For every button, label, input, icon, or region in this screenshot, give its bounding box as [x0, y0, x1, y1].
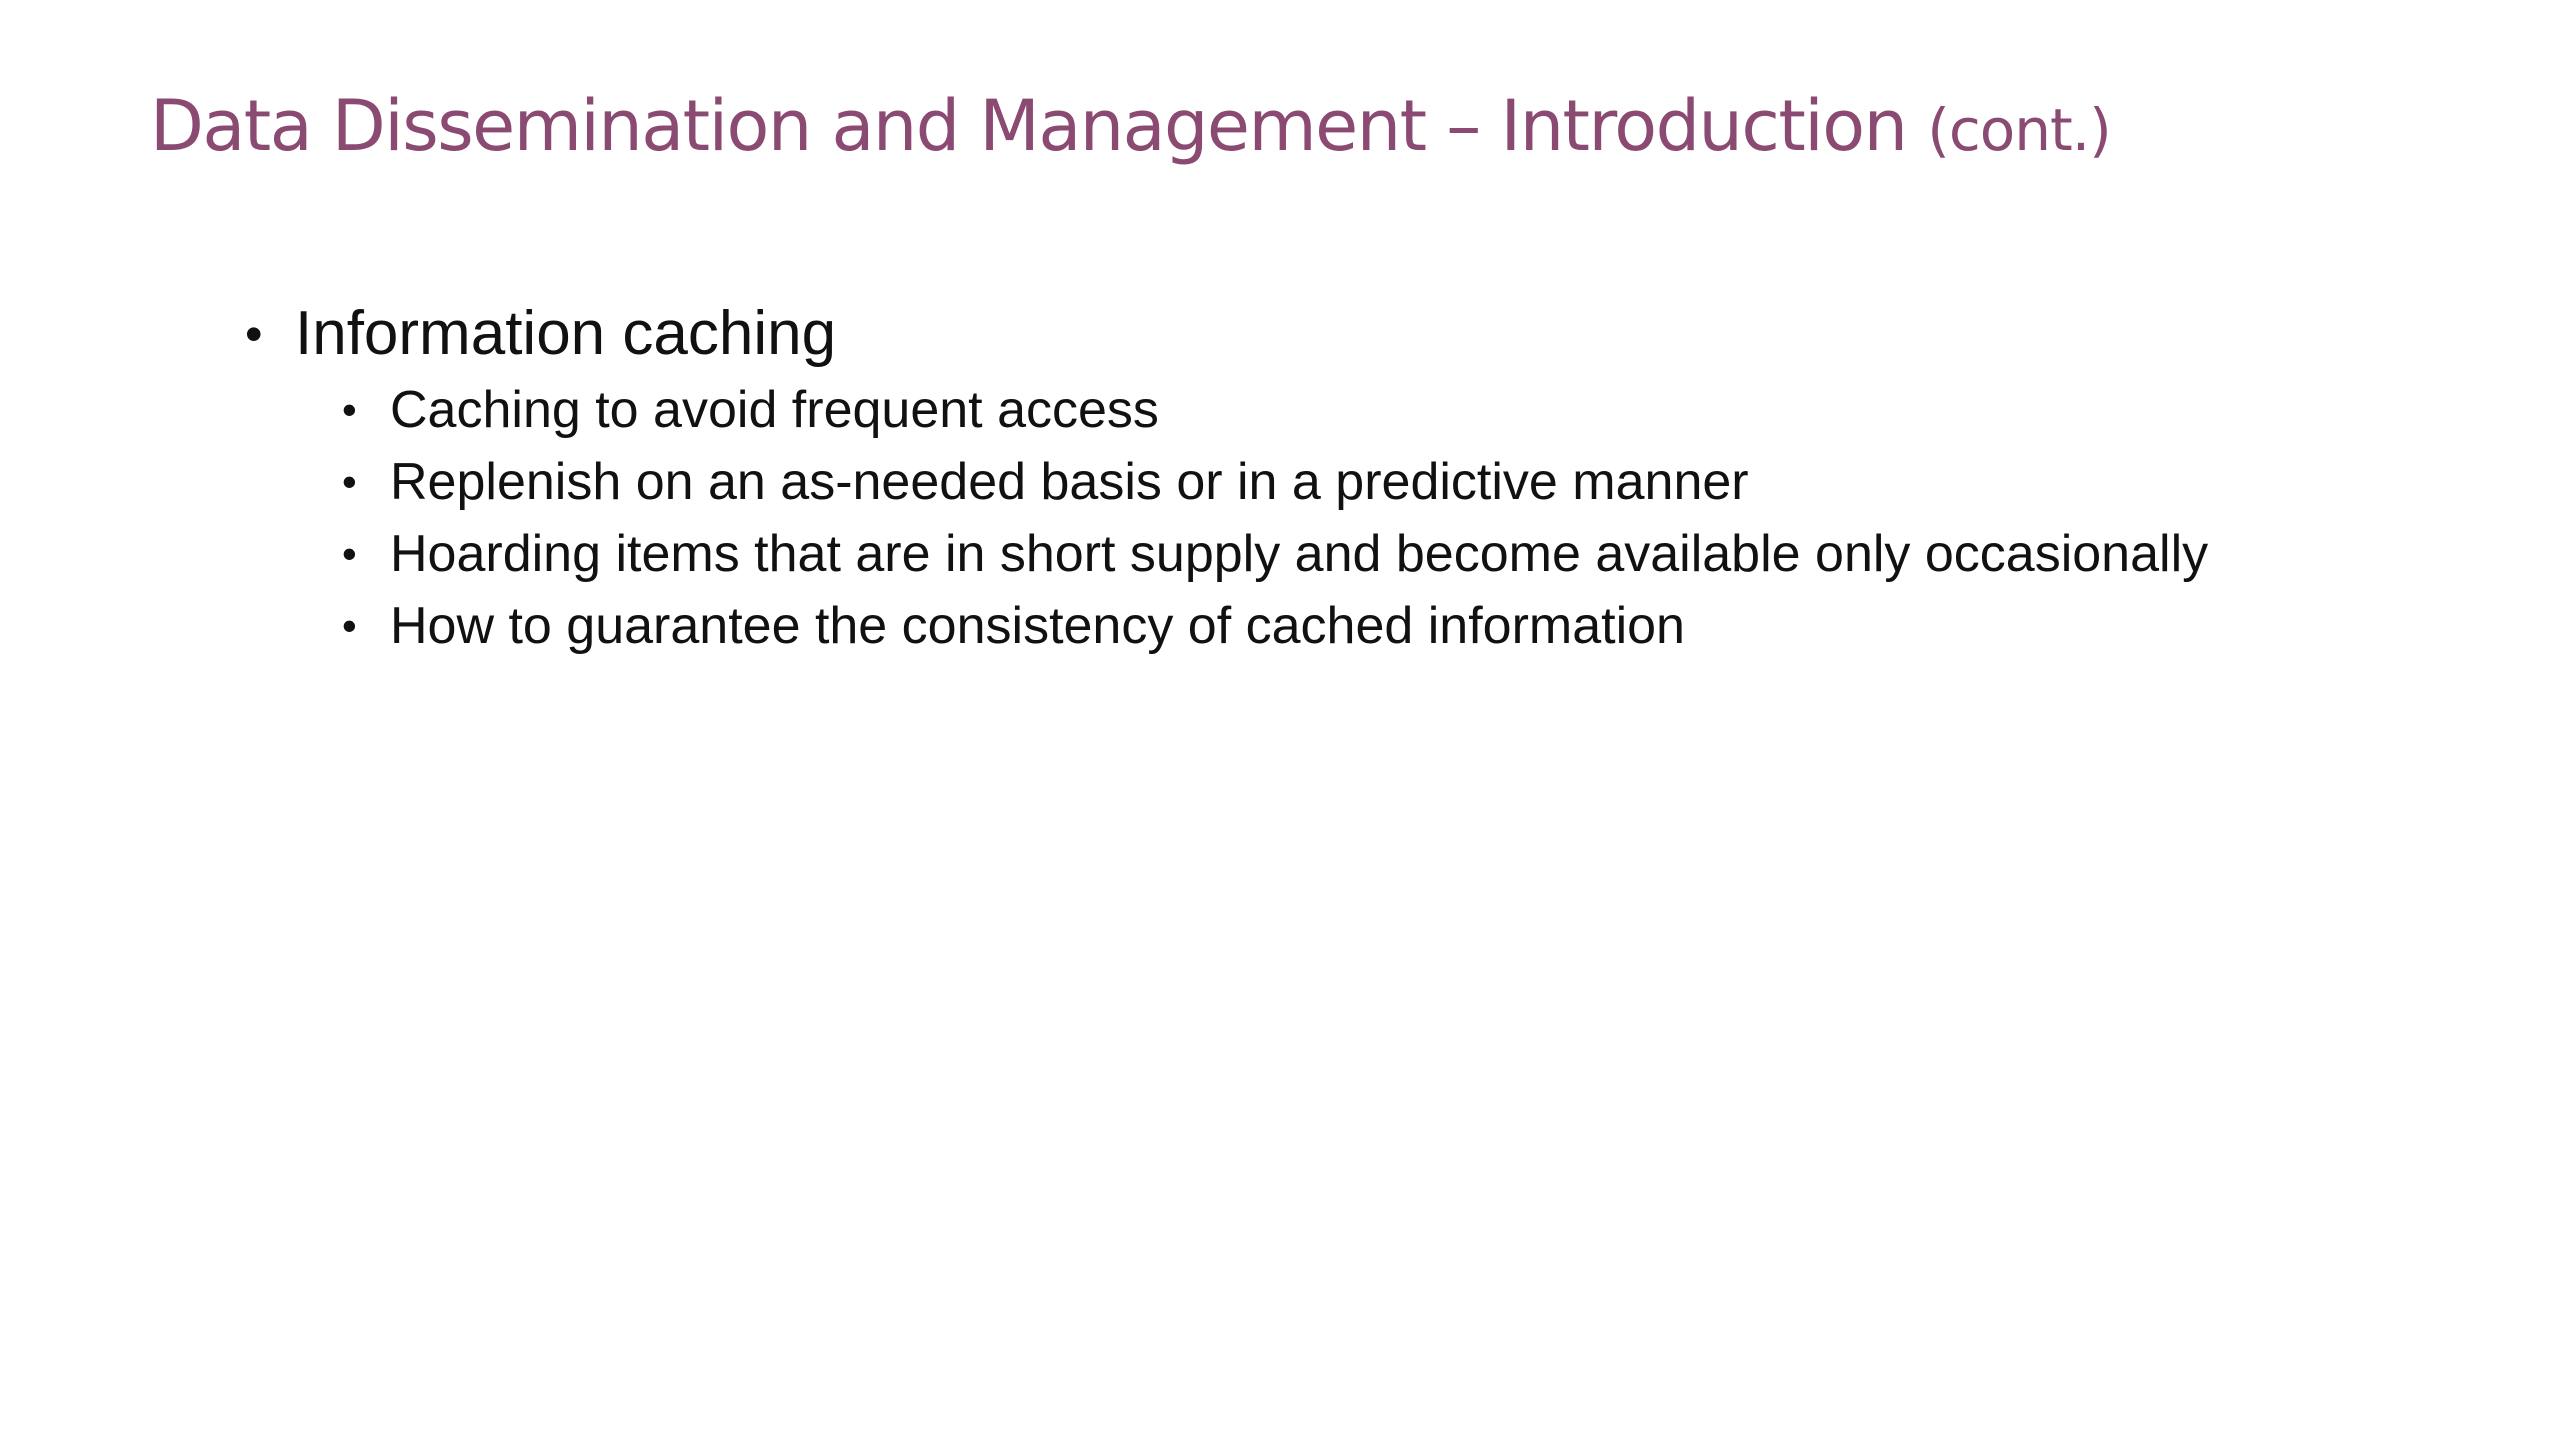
sub-bullet-text: Replenish on an as-needed basis or in a predictive manner [390, 453, 1749, 511]
sub-bullet-item [245, 374, 2495, 446]
bullet-icon: • [342, 530, 357, 577]
sub-bullet-item [245, 446, 2495, 518]
sub-bullet-text: How to guarantee the consistency of cached information [390, 597, 1685, 655]
sub-bullet-text: Caching to avoid frequent access [390, 381, 1159, 439]
sub-bullet-item [245, 590, 2495, 662]
sub-bullet-list [245, 374, 2495, 662]
bullet-icon: • [245, 306, 263, 362]
sub-bullet-item [245, 518, 2495, 590]
slide-body [245, 296, 2495, 662]
title-main: Data Dissemination and Management – Introduction [150, 85, 1907, 167]
sub-bullet-text: Hoarding items that are in short supply and become available only occasionally [390, 525, 2209, 583]
bullet-item-information-caching [245, 296, 2495, 372]
title-suffix: (cont.) [1927, 96, 2111, 164]
bullet-text: Information caching [295, 299, 837, 368]
bullet-icon: • [342, 602, 357, 649]
bullet-icon: • [342, 458, 357, 505]
slide-title [150, 86, 2111, 167]
bullet-icon: • [342, 386, 357, 433]
